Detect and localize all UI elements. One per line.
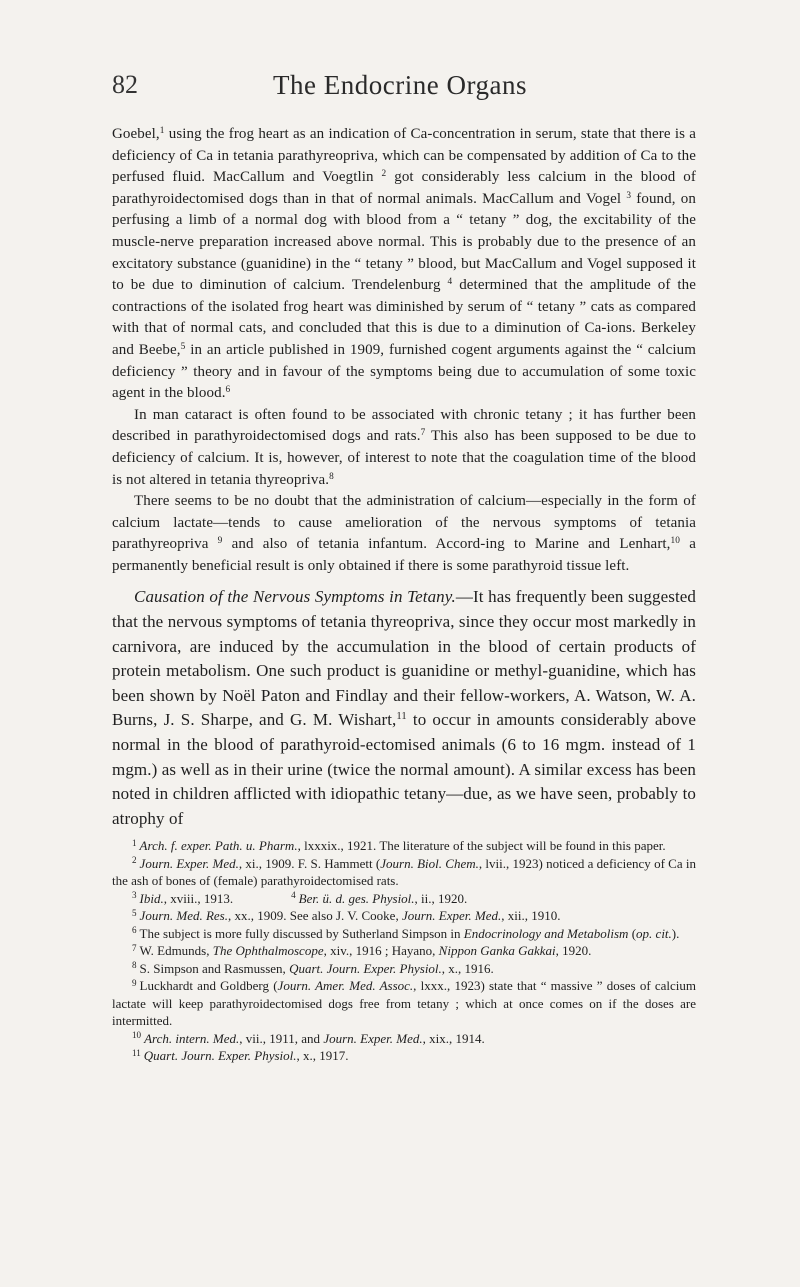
text-run: , vii., 1911, and [239, 1030, 324, 1046]
footnote-number: 6 [132, 925, 137, 936]
citation-title: Endocrinology and Metabolism [463, 925, 629, 941]
footnote-ref: 10 [670, 536, 681, 547]
text-run: got considerably less calcium in the blood of parathyroidectomised dogs than in that of normal animals. MacCallum and Vogel [112, 169, 696, 207]
text-run: , xx., 1909. See also J. V. Cooke, [228, 908, 402, 924]
citation-title: Arch. intern. Med. [144, 1030, 240, 1046]
citation-title: Quart. Journ. Exper. Physiol. [289, 960, 442, 976]
footnote-number: 10 [132, 1030, 142, 1041]
text-run: , x., 1917. [296, 1048, 349, 1064]
citation-title: Journ. Exper. Med. [323, 1030, 423, 1046]
footnote-ref: 7 [420, 428, 426, 439]
text-run: found, on perfusing a limb of a normal dog with blood from a “ tetany ” dog, the excitability of the muscle-nerve preparation increased above normal. This is probably due to the presence of an excitatory substance (guanidine) in the “ tetany ” blood, but MacCallum and Vogel supposed it to be due to diminution of calcium. Trendelenburg [112, 190, 696, 294]
footnote-9 [112, 977, 696, 1030]
paragraph-2 [112, 405, 696, 491]
footnote-3-4 [112, 890, 696, 908]
footnote-number: 4 [291, 890, 296, 901]
footnote-1 [112, 837, 696, 855]
citation-title: Nippon Ganka Gakkai [438, 943, 556, 959]
footnote-ref: 4 [447, 277, 453, 288]
text-run: , xii., 1910. [501, 908, 561, 924]
footnote-8 [112, 960, 696, 978]
section-heading: Causation of the Nervous Symptoms in Tetany. [134, 587, 456, 607]
citation-title: Ber. ü. d. ges. Physiol. [298, 890, 415, 906]
text-run: and also of tetania infantum. Accord-ing to Marine and Lenhart, [222, 536, 671, 553]
footnote-10 [112, 1030, 696, 1048]
citation-title: Journ. Med. Res. [139, 908, 228, 924]
footnote-2 [112, 855, 696, 890]
paragraph-1 [112, 124, 696, 405]
footnote-number: 8 [132, 960, 137, 971]
text-run: W. Edmunds, [139, 943, 213, 959]
text-run: , xi., 1909. F. S. Hammett ( [238, 855, 381, 871]
footnote-7 [112, 942, 696, 960]
citation-title: Journ. Biol. Chem. [380, 855, 479, 871]
main-text [112, 124, 696, 1065]
citation-title: Journ. Amer. Med. Assoc. [277, 978, 414, 994]
text-run: , x., 1916. [441, 960, 494, 976]
text-run: , 1920. [555, 943, 592, 959]
text-run: using the frog heart as an indication of Ca-concentration in serum, state that there is a deficiency of Ca in tetania parathyreopriva, which can be compensated by addition of Ca to the perfused fluid. MacCallum and Voegtlin [112, 126, 696, 186]
text-run: , xix., 1914. [422, 1030, 485, 1046]
footnote-ref: 5 [180, 341, 186, 352]
footnotes [112, 837, 696, 1065]
text-run: , xiv., 1916 ; Hayano, [323, 943, 439, 959]
footnote-6 [112, 925, 696, 943]
text-run: in an article published in 1909, furnished cogent arguments against the “ calcium deficiency ” theory and in favour of the symptoms being due to accumulation of some toxic agent in the blood. [112, 341, 696, 402]
footnote-ref: 3 [626, 190, 632, 201]
text-run: Luckhardt and Goldberg ( [139, 978, 278, 994]
footnote-ref: 8 [329, 471, 334, 482]
paragraph-4 [112, 585, 696, 831]
citation-title: op. cit. [636, 925, 672, 941]
text-run: to occur in amounts considerably above normal in the blood of parathyroid-ectomised animals (6 to 16 mgm. instead of 1 mgm.) as well as in their urine (twice the normal amount). A similar excess has been noted in children afflicted with idiopathic tetany—due, as we have seen, probably to atrophy of [112, 710, 697, 828]
footnote-ref: 2 [381, 169, 387, 180]
paragraph-3 [112, 491, 696, 577]
text-run: S. Simpson and Rasmussen, [139, 960, 290, 976]
text-run: —It has frequently been suggested that the nervous symptoms of tetania thyreopriva, since they occur most markedly in carnivora, are induced by the accumulation in the blood of certain products of protein metabolism. One such product is guanidine or methyl-guanidine, which has been shown by Noël Paton and Findlay and their fellow-workers, A. Watson, W. A. Burns, J. S. Sharpe, and G. M. Wishart, [112, 587, 697, 730]
footnote-11 [112, 1047, 696, 1065]
footnote-number: 9 [132, 977, 137, 988]
running-title: The Endocrine Organs [273, 70, 527, 100]
text-run: a permanently beneficial result is only obtained if there is some parathyroid tissue left. [112, 536, 696, 574]
text-run: ). [671, 925, 680, 941]
citation-title: Journ. Exper. Med. [139, 855, 239, 871]
text-run: The subject is more fully discussed by Sutherland Simpson in [139, 925, 464, 941]
footnote-ref: 1 [159, 125, 165, 136]
footnote-number: 1 [132, 837, 137, 848]
text-run: There seems to be no doubt that the administration of calcium—especially in the form of calcium lactate—tends to cause amelioration of the nervous symptoms of tetania parathyreopriva [112, 493, 696, 553]
footnote-number: 7 [132, 942, 137, 953]
footnote-ref: 9 [217, 536, 223, 547]
footnote-number: 11 [132, 1047, 141, 1058]
text-run: , lxxx., 1923) state that “ massive ” doses of calcium lactate will keep parathyroidectomised dogs free from tetany ; which at once comes on if the doses are intermitted. [112, 978, 696, 1029]
footnote-number: 3 [132, 890, 137, 901]
footnote-number: 2 [132, 855, 137, 866]
citation-title: Arch. f. exper. Path. u. Pharm. [139, 838, 298, 854]
text-run: Goebel, [112, 126, 160, 142]
citation-title: Quart. Journ. Exper. Physiol. [143, 1048, 297, 1064]
citation-title: The Ophthalmoscope [212, 943, 324, 959]
text-run: ( [628, 925, 637, 941]
text-run: , lvii., 1923) noticed a deficiency of Ca in the ash of bones of (female) parathyroidectomised rats. [112, 855, 697, 889]
running-head [112, 70, 688, 110]
footnote-5 [112, 907, 696, 925]
text-run: This also has been supposed to be due to deficiency of calcium. It is, however, of interest to note that the coagulation time of the blood is not altered in tetania thyreopriva. [112, 428, 697, 488]
text-run: , ii., 1920. [414, 890, 468, 906]
text-run: In man cataract is often found to be associated with chronic tetany ; it has further been described in parathyroidectomised dogs and rats. [112, 406, 696, 445]
footnote-ref: 11 [396, 711, 407, 723]
footnote-ref: 6 [225, 385, 231, 396]
page-number: 82 [112, 70, 138, 99]
citation-title: Ibid. [139, 890, 164, 906]
footnote-number: 5 [132, 907, 137, 918]
text-run: , lxxxix., 1921. The literature of the subject will be found in this paper. [297, 838, 666, 854]
text-run: determined that the amplitude of the contractions of the isolated frog heart was diminished by serum of “ tetany ” cats as compared with that of normal cats, and concluded that this is due to a diminution of Ca-ions. Berkeley and Beebe, [112, 277, 696, 358]
text-run: , xviii., 1913. [163, 890, 234, 906]
citation-title: Journ. Exper. Med. [401, 908, 502, 924]
